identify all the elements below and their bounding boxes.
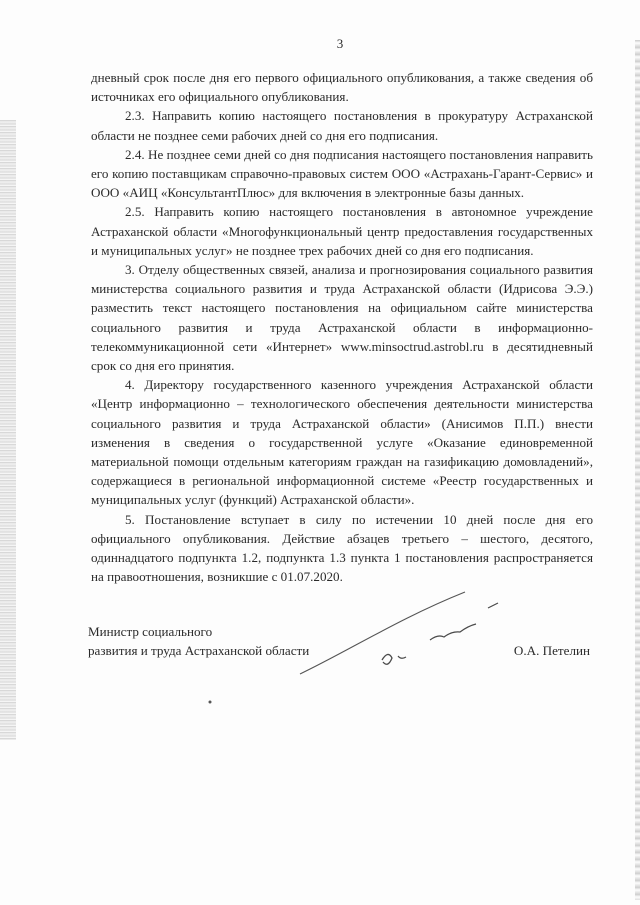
scan-edge-artifact-right xyxy=(635,40,640,900)
signature-block xyxy=(88,622,608,660)
paragraph-continuation: дневный срок после дня его первого официального опубликования, а также сведения об источниках его официального опубликования. xyxy=(91,70,593,105)
paragraph-3: 3. Отделу общественных связей, анализа и прогнозирования социального развития министерства социального развития и труда Астраханской области (Идрисова Э.Э.) разместить текст настоящего постановления на официальном сайте министерства социального развития и труда Астраханской области в информационно-телекоммуникационной сети «Интернет» www.minsoctrud.astrobl.ru в десятидневный срок со дня его принятия. xyxy=(91,262,593,374)
signatory-title-line-1: Министр социального xyxy=(88,624,213,639)
signatory-name: О.А. Петелин xyxy=(513,643,590,658)
page-number: 3 xyxy=(336,36,344,51)
paragraph-4: 4. Директору государственного казенного учреждения Астраханской области «Центр информационно – технологического обеспечения деятельности министерства социального развития и труда Астраханской области» (Анисимов П.П.) внести изменения в сведения о государственной услуге «Оказание единовременной материальной помощи отдельным категориям граждан на газификацию домовладений», содержащиеся в региональной информационной системе «Реестр государственных и муниципальных услуг (функций) Астраханской области». xyxy=(91,377,593,508)
paragraph-2-4: 2.4. Не позднее семи дней со дня подписания настоящего постановления направить его копию поставщикам справочно-правовых систем ООО «Астрахань-Гарант-Сервис» и ООО «АИЦ «КонсультантПлюс» для включения в электронные базы данных. xyxy=(91,146,593,201)
signatory-title-line-2: развития и труда Астраханской области xyxy=(88,643,310,659)
scan-edge-artifact xyxy=(0,120,16,740)
document-body xyxy=(91,68,593,586)
scan-speck xyxy=(208,700,213,704)
paragraph-2-3: 2.3. Направить копию настоящего постановления в прокуратуру Астраханской области не позднее семи рабочих дней со дня его подписания. xyxy=(91,108,593,143)
paragraph-2-5: 2.5. Направить копию настоящего постановления в автономное учреждение Астраханской области «Многофункциональный центр предоставления государственных и муниципальных услуг» не позднее трех рабочих дней со дня его подписания. xyxy=(91,204,593,258)
paragraph-5: 5. Постановление вступает в силу по истечении 10 дней после дня его официального опубликования. Действие абзацев третьего – шестого, десятого, одиннадцатого подпункта 1.2, подпункта 1.3 пункта 1 постановления распространяется на правоотношения, возникшие с 01.07.2020. xyxy=(91,511,593,585)
